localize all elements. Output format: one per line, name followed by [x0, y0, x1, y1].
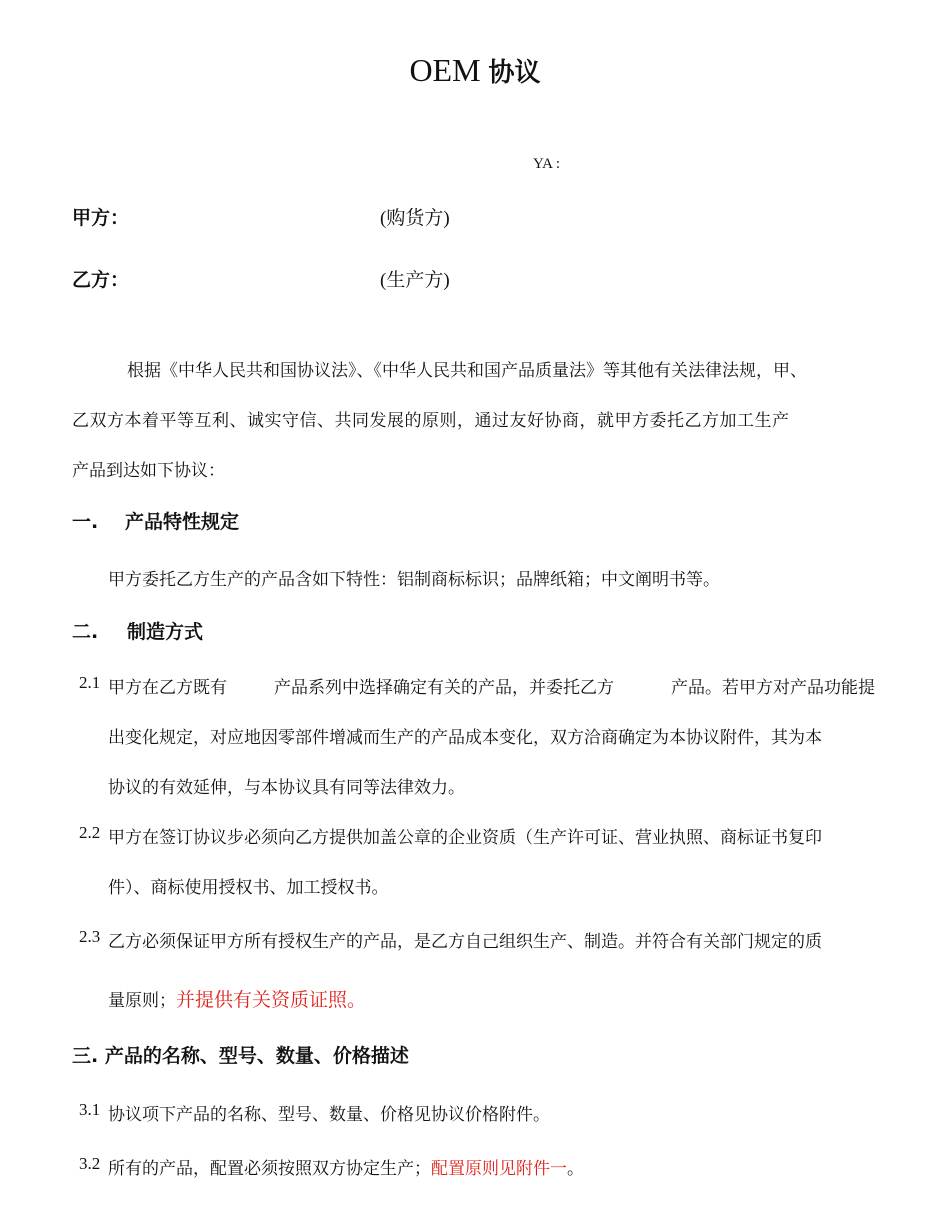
section-1-number: 一. — [72, 511, 99, 533]
clause-3-1-number: 3.1 — [79, 1100, 101, 1119]
clause-2-2-line-2: 件）、商标使用授权书、加工授权书。 — [108, 878, 389, 898]
clause-2-1-line-3: 协议的有效延伸，与本协议具有同等法律效力。 — [108, 778, 465, 798]
title-latin: OEM — [409, 52, 481, 88]
clause-2-3-line-2 — [108, 985, 366, 1012]
clause-2-1-line-1c: 产品。若甲方对产品功能提 — [671, 678, 875, 698]
party-b-role: (生产方) — [380, 270, 450, 291]
clause-2-2-number: 2.2 — [79, 823, 101, 842]
clause-3-2-line — [108, 1154, 584, 1179]
clause-2-3-line-2-text: 量原则； — [108, 991, 176, 1011]
clause-3-2-number: 3.2 — [79, 1154, 101, 1173]
clause-2-1-line-1b: 产品系列中选择确定有关的产品，并委托乙方 — [274, 678, 614, 698]
title-chinese: 协议 — [488, 58, 541, 88]
section-3-heading: 三. 产品的名称、型号、数量、价格描述 — [72, 1045, 409, 1067]
clause-3-2-text: 所有的产品，配置必须按照双方协定生产； — [108, 1159, 431, 1179]
clause-2-3-highlight: 并提供有关资质证照。 — [176, 989, 367, 1011]
party-a-role: (购货方) — [380, 208, 450, 229]
document-title — [0, 52, 950, 89]
clause-3-2-tail: 。 — [567, 1159, 584, 1179]
clause-2-1-line-2: 出变化规定，对应地因零部件增减而生产的产品成本变化，双方洽商确定为本协议附件，其为本 — [108, 728, 822, 748]
party-b-label: 乙方： — [72, 269, 130, 291]
intro-line-2: 乙双方本着平等互利、诚实守信、共同发展的原则，通过友好协商，就甲方委托乙方加工生产 — [72, 411, 790, 431]
section-2-heading: 制造方式 — [127, 621, 204, 643]
clause-2-3-line-1: 乙方必须保证甲方所有授权生产的产品，是乙方自己组织生产、制造。并符合有关部门规定的质 — [108, 932, 822, 952]
section-1-body: 甲方委托乙方生产的产品含如下特性：铝制商标标识；品牌纸箱；中文阐明书等。 — [108, 570, 720, 590]
intro-line-3: 产品到达如下协议： — [72, 461, 225, 481]
clause-2-2-line-1: 甲方在签订协议步必须向乙方提供加盖公章的企业资质（生产许可证、营业执照、商标证书复印 — [108, 828, 822, 848]
document-code: YA : — [533, 156, 561, 172]
section-1-heading: 产品特性规定 — [125, 511, 240, 533]
clause-3-2-highlight: 配置原则见附件一 — [431, 1159, 567, 1179]
clause-2-1-number: 2.1 — [79, 673, 101, 692]
clause-2-3-number: 2.3 — [79, 927, 101, 946]
clause-3-1-text: 协议项下产品的名称、型号、数量、价格见协议价格附件。 — [108, 1105, 550, 1125]
party-a-label: 甲方： — [72, 207, 130, 229]
intro-line-1: 根据《中华人民共和国协议法》、《中华人民共和国产品质量法》等其他有关法律法规，甲、 — [127, 361, 807, 381]
clause-2-1-line-1a: 甲方在乙方既有 — [108, 678, 227, 698]
section-2-number: 二. — [72, 621, 99, 643]
